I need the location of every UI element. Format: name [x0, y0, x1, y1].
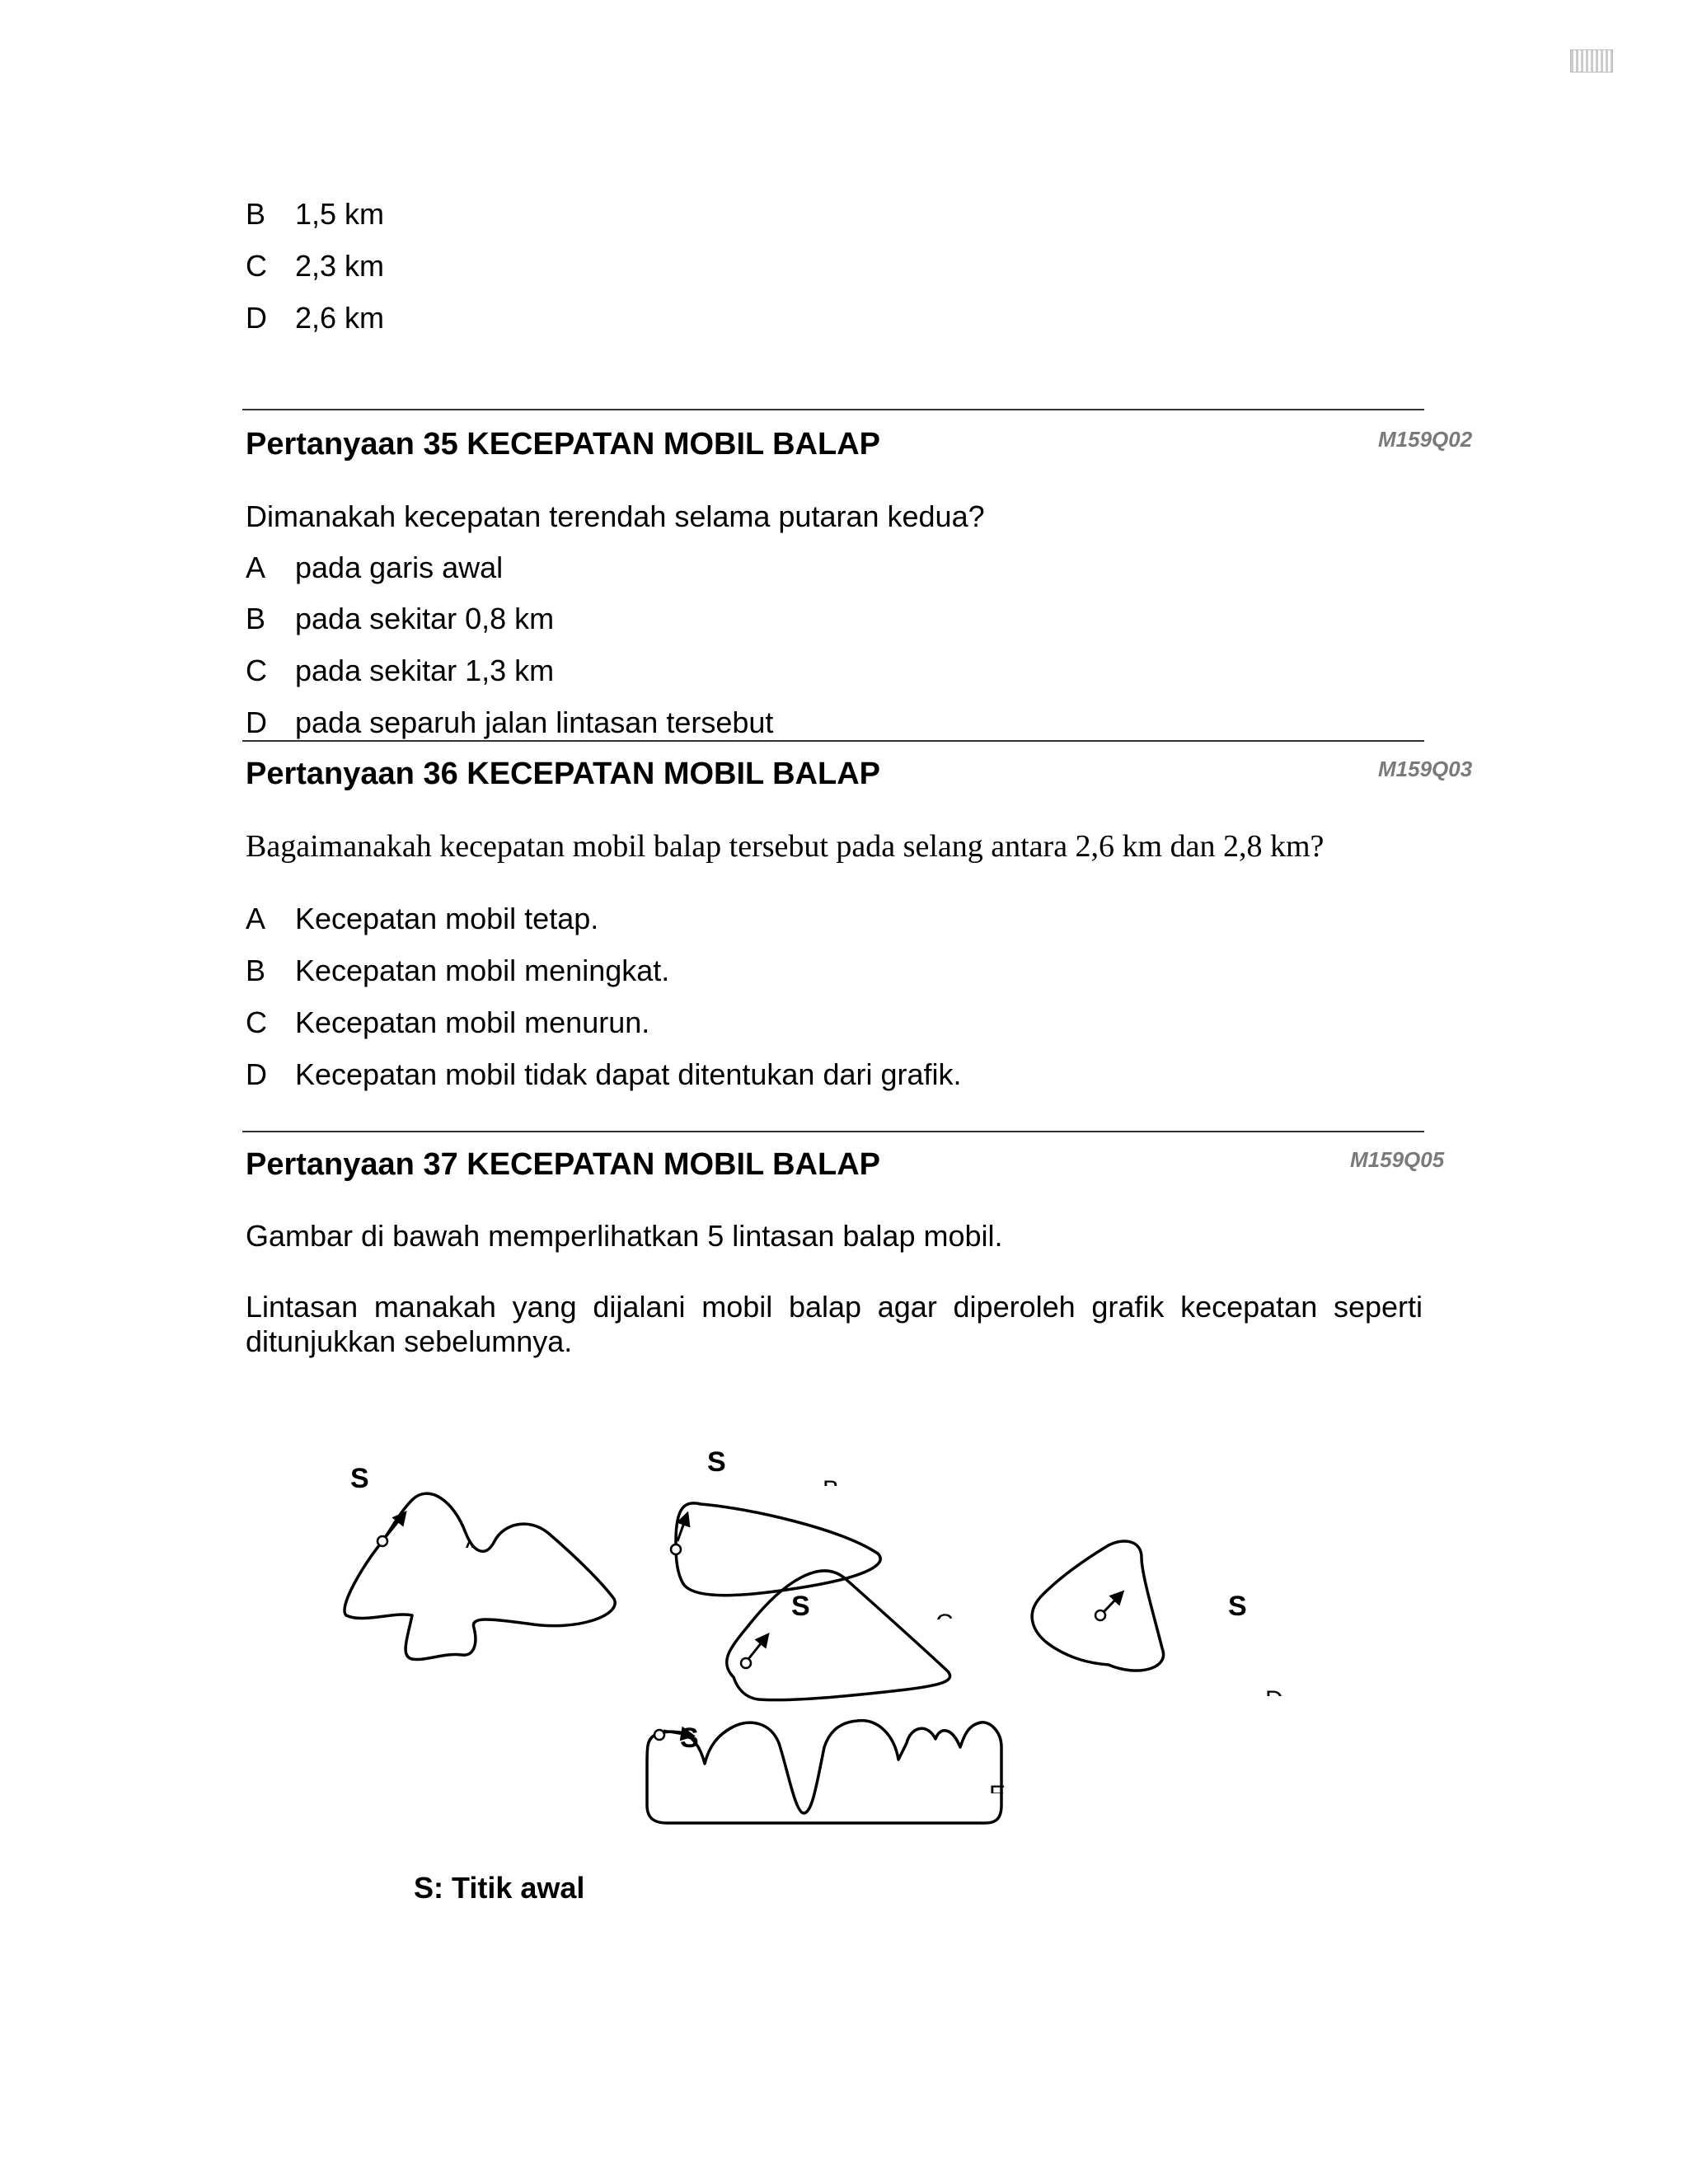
start-arrow-d — [1103, 1596, 1119, 1613]
option-letter: B — [246, 602, 266, 635]
option-letter: D — [246, 301, 267, 335]
track-label-c: C — [935, 1610, 954, 1637]
start-label-e: S — [680, 1722, 699, 1754]
start-label-a: S — [350, 1463, 369, 1494]
option-text: pada sekitar 0,8 km — [295, 602, 555, 635]
option-letter: C — [246, 1005, 267, 1039]
option-text: pada separuh jalan lintasan tersebut — [295, 705, 774, 739]
option-text: Kecepatan mobil meningkat. — [295, 954, 670, 987]
track-c — [727, 1571, 950, 1700]
start-label-c: S — [791, 1591, 810, 1622]
option-letter: D — [246, 705, 267, 739]
option-text: 1,5 km — [295, 197, 385, 231]
start-label-b: S — [707, 1451, 726, 1478]
track-label-d: D — [1265, 1686, 1283, 1713]
option-letter: C — [246, 249, 267, 283]
track-d — [1032, 1541, 1163, 1671]
question-prompt-35: Dimanakah kecepatan terendah selama putaran kedua? — [246, 499, 985, 533]
start-point-d — [1095, 1610, 1105, 1620]
option-text: Kecepatan mobil tidak dapat ditentukan dari grafik. — [295, 1057, 962, 1091]
start-point-e — [654, 1730, 664, 1740]
track-e — [647, 1721, 1001, 1823]
race-tracks-figure — [330, 1451, 1343, 1912]
option-text: Kecepatan mobil tetap. — [295, 902, 599, 935]
question-code-37: M159Q05 — [1350, 1147, 1445, 1172]
question-prompt-37: Gambar di bawah memperlihatkan 5 lintasan balap mobil. — [246, 1219, 1003, 1253]
option-letter: C — [246, 654, 267, 687]
option-text: pada garis awal — [295, 551, 504, 584]
track-label-e: E — [989, 1781, 1006, 1808]
question-title-35: Pertanyaan 35 KECEPATAN MOBIL BALAP — [246, 427, 881, 462]
option-letter: B — [246, 197, 266, 231]
start-point-b — [671, 1544, 681, 1554]
track-label-b: B — [823, 1476, 840, 1503]
option-letter: B — [246, 954, 266, 987]
question-prompt-37-detail: Lintasan manakah yang dijalani mobil balap agar diperoleh grafik kecepatan seperti ditunjukkan sebelumnya. — [246, 1290, 1423, 1358]
option-letter: A — [246, 551, 266, 584]
section-divider — [242, 740, 1424, 742]
question-code-35: M159Q02 — [1378, 427, 1473, 452]
section-divider — [242, 409, 1424, 410]
figure-caption: S: Titik awal — [414, 1871, 585, 1905]
option-text: pada sekitar 1,3 km — [295, 654, 555, 687]
header-stamp-icon — [1570, 49, 1613, 73]
option-text: Kecepatan mobil menurun. — [295, 1005, 650, 1039]
track-a — [345, 1493, 615, 1659]
option-letter: D — [246, 1057, 267, 1091]
track-label-a: A — [462, 1536, 479, 1563]
option-letter: A — [246, 902, 266, 935]
start-arrow-a — [386, 1516, 402, 1537]
question-prompt-36: Bagaimanakah kecepatan mobil balap tersebut pada selang antara 2,6 km dan 2,8 km? — [246, 829, 1325, 864]
question-title-37: Pertanyaan 37 KECEPATAN MOBIL BALAP — [246, 1147, 881, 1182]
start-label-d: S — [1228, 1591, 1247, 1622]
question-title-36: Pertanyaan 36 KECEPATAN MOBIL BALAP — [246, 757, 881, 791]
start-point-a — [377, 1536, 387, 1546]
start-point-c — [741, 1658, 751, 1668]
question-code-36: M159Q03 — [1378, 757, 1473, 781]
start-arrow-c — [748, 1638, 765, 1659]
option-text: 2,3 km — [295, 249, 385, 283]
option-text: 2,6 km — [295, 301, 385, 335]
section-divider — [242, 1131, 1424, 1132]
